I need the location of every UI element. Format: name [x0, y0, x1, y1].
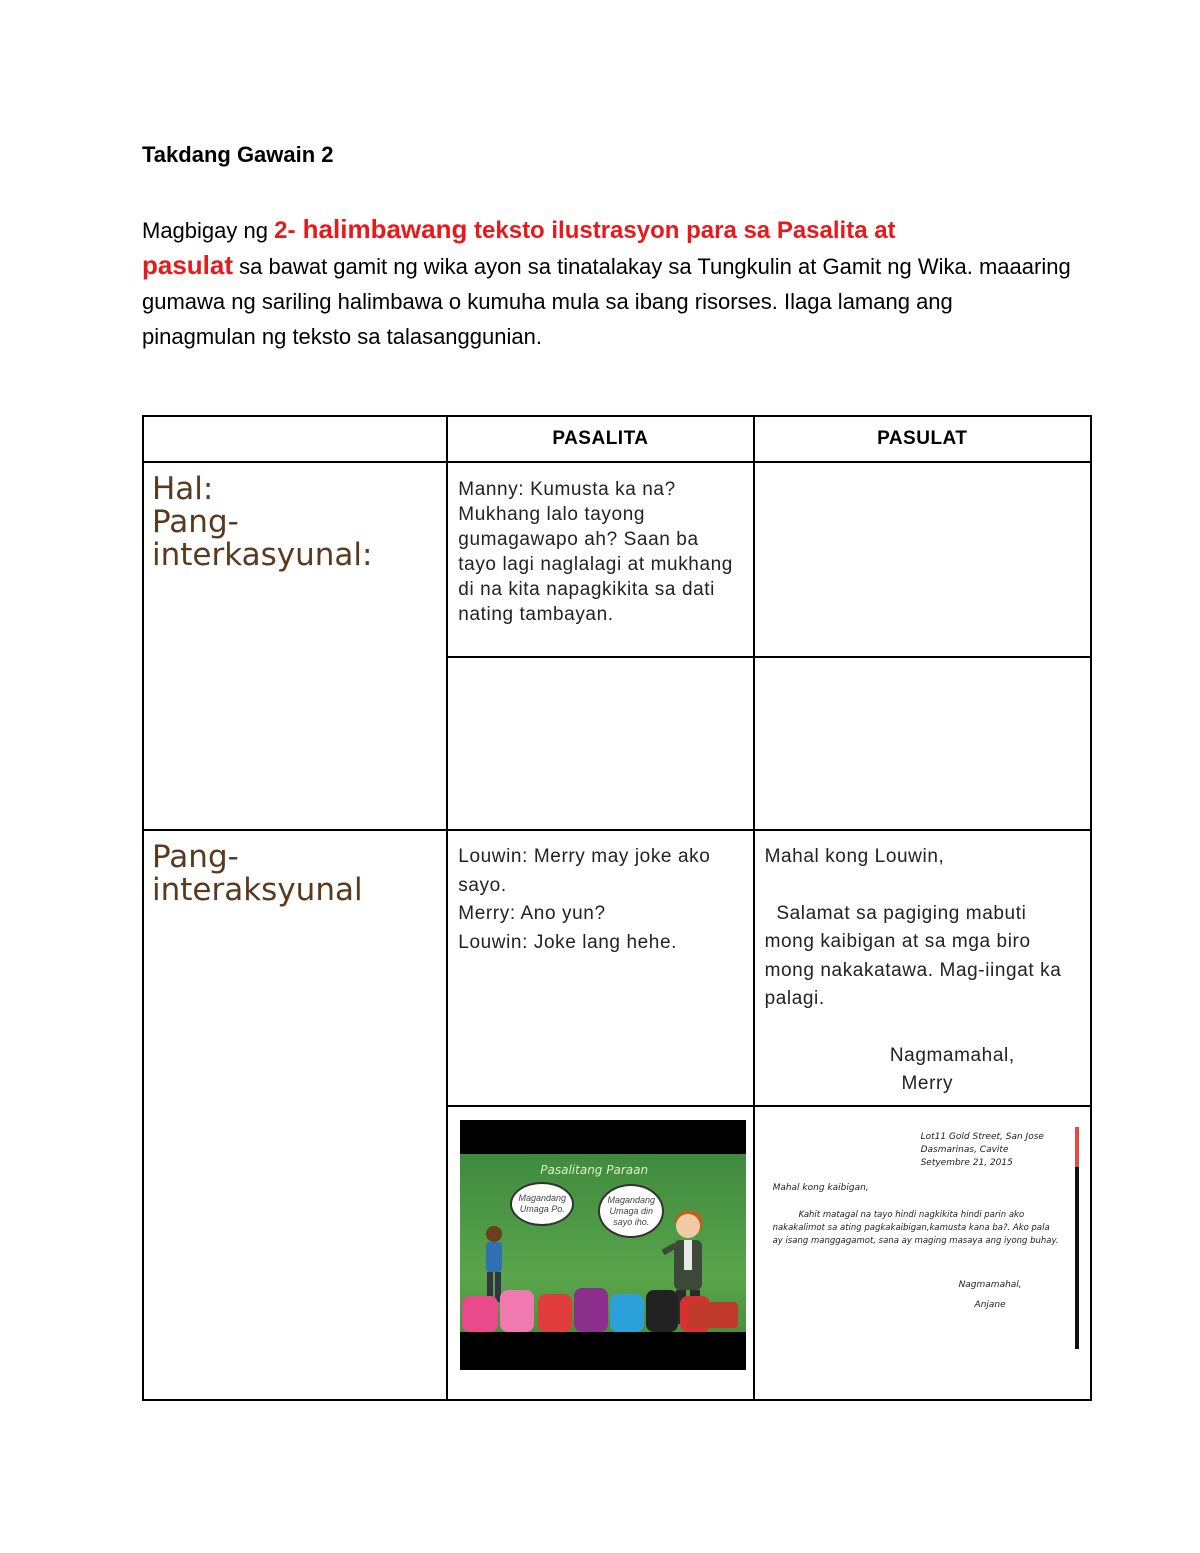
examples-table	[142, 415, 1092, 1401]
row1-label-line2: Pang-interkasyunal:	[152, 504, 373, 573]
table-row	[143, 462, 1091, 657]
dialogue-line: Louwin: Joke lang hehe.	[458, 931, 678, 953]
row1-label	[144, 463, 446, 572]
board-title: Pasalitang Paraan	[540, 1163, 649, 1177]
instructions-red-num: 2-	[274, 217, 296, 244]
logo-badge-icon	[688, 1302, 738, 1328]
row1-pasalita-text: Manny: Kumusta ka na? Mukhang lalo tayong gumagawapo ah? Saan ba tayo lagi naglalagi at mukhang di na kita napagkikita sa dati nating tambayan.	[458, 479, 733, 625]
row1-label-line1: Hal:	[152, 471, 214, 507]
letter-image-closing	[959, 1275, 1022, 1315]
row2-pasalita-cell	[447, 830, 753, 1106]
header-pasulat: PASULAT	[754, 416, 1091, 462]
instructions-part1: Magbigay ng	[142, 218, 275, 243]
row1-label-cell	[143, 462, 447, 830]
header-pasalita: PASALITA	[447, 416, 753, 462]
table-row	[143, 830, 1091, 1106]
header-empty	[143, 416, 447, 462]
letter-greeting: Mahal kong Louwin,	[764, 846, 945, 867]
letter-edge-bar	[1075, 1127, 1079, 1349]
speech-bubble-left: Magandang Umaga Po.	[510, 1182, 574, 1226]
row1b-pasulat-cell	[754, 657, 1091, 830]
dialogue-line: Louwin: Merry may joke ako sayo.	[458, 846, 711, 896]
instructions-red-pasulat: pasulat	[142, 250, 234, 280]
instructions	[142, 212, 1072, 354]
header-row	[143, 416, 1091, 462]
row2-pasulat-cell	[754, 830, 1091, 1106]
address-line: Dasmarinas, Cavite	[920, 1145, 1009, 1155]
letter-closing: Nagmamahal,	[889, 1044, 1015, 1066]
handwritten-letter-image	[769, 1127, 1079, 1349]
letter-date: Setyembre 21, 2015	[920, 1158, 1013, 1168]
letter-address	[921, 1131, 1044, 1170]
address-line: Lot11 Gold Street, San Jose	[920, 1132, 1044, 1142]
letter-salutation: Mahal kong kaibigan,	[772, 1183, 869, 1193]
letter-body: Salamat sa pagiging mabuti mong kaibigan at sa mga biro mong nakakatawa. Mag-iingat ka palagi.	[764, 902, 1068, 1009]
instructions-red-rest: teksto ilustrasyon para sa Pasalita at	[467, 217, 896, 244]
letter-image-body: Kahit matagal na tayo hindi nagkikita hindi parin ako nakakalimot sa ating pagkakaibigan,kamusta kana ba?. Ako pala ay isang manggagamot, sana ay maging masaya ang iyong buhay.	[772, 1210, 1059, 1246]
page-title: Takdang Gawain 2	[142, 142, 334, 167]
dialogue-line: Merry: Ano yun?	[458, 903, 606, 924]
instructions-red-big: halimbawang	[295, 214, 468, 244]
letter-image-cell	[754, 1106, 1091, 1400]
letter-signature: Merry	[901, 1073, 954, 1094]
row1-pasulat-cell	[754, 462, 1091, 657]
chalkboard-image	[460, 1154, 746, 1332]
row2-letter-text	[755, 831, 1090, 1099]
illustration-cell	[447, 1106, 753, 1400]
speech-bubble-right: Magandang Umaga din sayo iho.	[598, 1184, 664, 1238]
row2-pasalita-text	[448, 831, 752, 957]
row1b-pasalita-cell	[447, 657, 753, 830]
letter-image-closing-line: Nagmamahal,	[958, 1280, 1022, 1290]
letter-image-signature: Anjane	[974, 1300, 1006, 1310]
instructions-part2: sa bawat gamit ng wika ayon sa tinatalakay sa Tungkulin at Gamit ng Wika. maaaring gumawa ng sariling halimbawa o kumuha mula sa ibang risorses. Ilaga lamang ang pinagmulan ng teksto sa talasanggunian.	[142, 254, 1071, 349]
row2-label: Pang-interaksyunal	[152, 839, 363, 908]
row2-label-cell	[143, 830, 447, 1400]
classroom-illustration	[460, 1120, 746, 1370]
row1-pasalita-cell	[447, 462, 753, 657]
